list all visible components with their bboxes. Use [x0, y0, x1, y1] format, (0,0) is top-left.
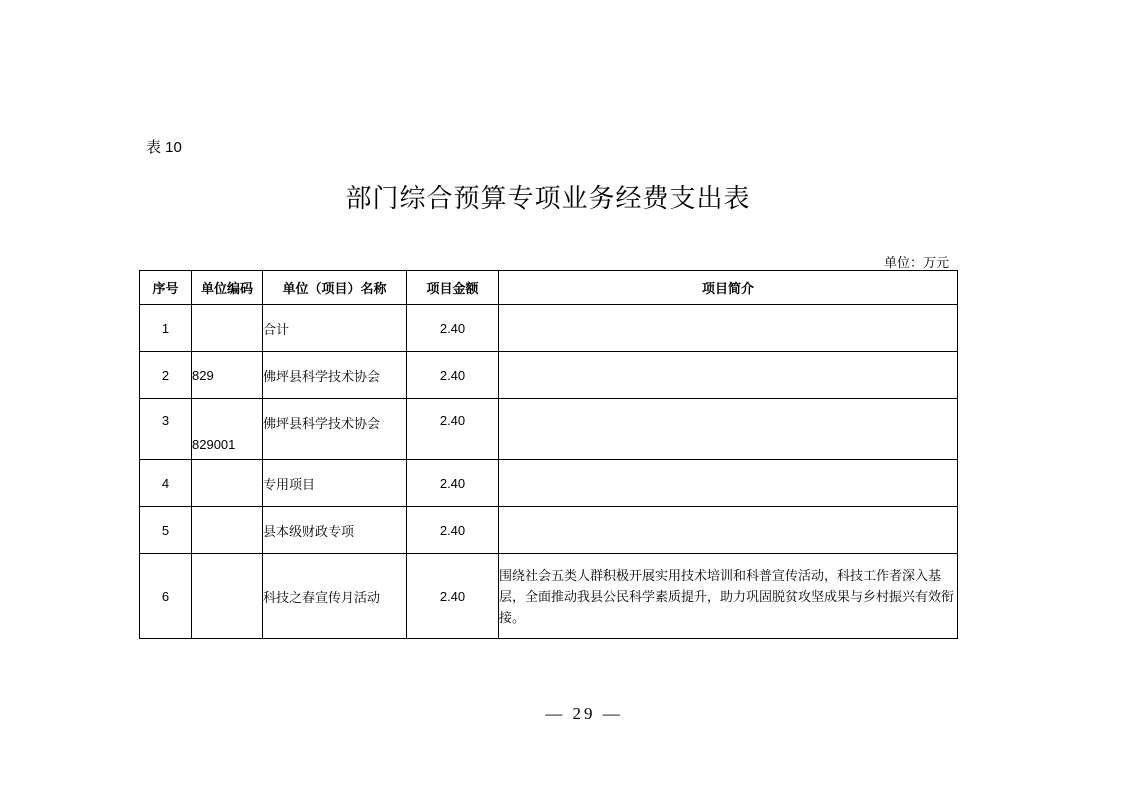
- row-amount: 2.40: [407, 554, 499, 639]
- budget-table: [139, 270, 958, 639]
- row-code: [192, 460, 263, 507]
- row-amount: 2.40: [407, 507, 499, 554]
- row-intro: [499, 460, 958, 507]
- row-intro: [499, 507, 958, 554]
- row-name: 佛坪县科学技术协会: [263, 352, 407, 399]
- row-name: 合计: [263, 305, 407, 352]
- document-title: 部门综合预算专项业务经费支出表: [345, 184, 751, 214]
- table-row: [140, 352, 958, 399]
- row-amount: 2.40: [407, 305, 499, 352]
- row-intro: [499, 399, 958, 460]
- row-name: 专用项目: [263, 460, 407, 507]
- row-seq: 1: [140, 305, 192, 352]
- row-code: [192, 305, 263, 352]
- row-amount: 2.40: [407, 352, 499, 399]
- row-seq: 6: [140, 554, 192, 639]
- column-header-name: 单位（项目）名称: [263, 271, 407, 305]
- row-intro: 围绕社会五类人群积极开展实用技术培训和科普宣传活动，科技工作者深入基层，全面推动我县公民科学素质提升，助力巩固脱贫攻坚成果与乡村振兴有效衔接。: [499, 554, 958, 639]
- row-seq: 4: [140, 460, 192, 507]
- row-intro: [499, 352, 958, 399]
- row-code: 829001: [192, 399, 263, 460]
- table-row: [140, 507, 958, 554]
- row-name: 科技之春宣传月活动: [263, 554, 407, 639]
- row-amount: 2.40: [407, 460, 499, 507]
- row-seq: 3: [140, 399, 192, 460]
- row-seq: 2: [140, 352, 192, 399]
- row-seq: 5: [140, 507, 192, 554]
- table-number: 表 10: [146, 139, 182, 156]
- row-name: 县本级财政专项: [263, 507, 407, 554]
- row-code: [192, 507, 263, 554]
- table-row: [140, 460, 958, 507]
- table-row: [140, 399, 958, 460]
- row-code: [192, 554, 263, 639]
- table-row: [140, 554, 958, 639]
- row-amount: 2.40: [407, 399, 499, 460]
- column-header-amount: 项目金额: [407, 271, 499, 305]
- unit-label: 单位：万元: [883, 255, 949, 270]
- row-code: 829: [192, 352, 263, 399]
- row-intro: [499, 305, 958, 352]
- table-row: [140, 305, 958, 352]
- table-header-row: [140, 271, 958, 305]
- row-name: 佛坪县科学技术协会: [263, 399, 407, 460]
- column-header-seq: 序号: [140, 271, 192, 305]
- page-number: — 29 —: [545, 704, 623, 723]
- column-header-code: 单位编码: [192, 271, 263, 305]
- column-header-intro: 项目简介: [499, 271, 958, 305]
